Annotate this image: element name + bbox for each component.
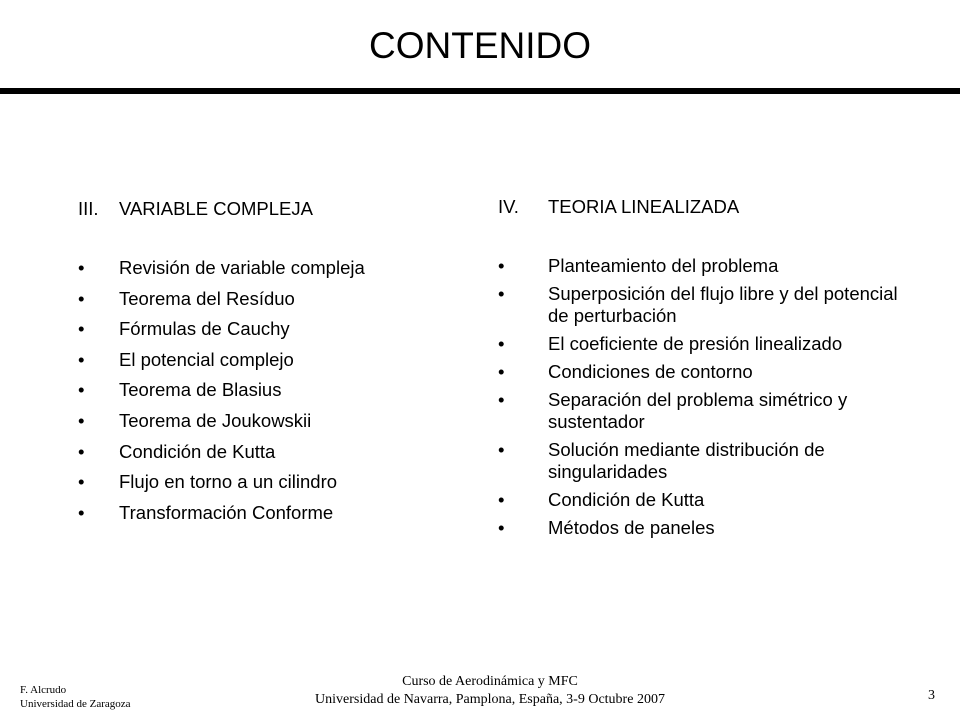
bullet-icon: • xyxy=(78,318,85,340)
list-item-text: Revisión de variable compleja xyxy=(119,257,365,278)
list-item-text: Teorema de Joukowskii xyxy=(119,409,312,431)
list-item-text: Condición de Kutta xyxy=(548,489,705,510)
bullet-icon: • xyxy=(78,379,85,401)
list-item xyxy=(498,389,918,433)
list-item-text: Planteamiento del problema xyxy=(548,255,779,276)
list-item-text: Superposición del flujo libre y del potencial de perturbación xyxy=(548,283,898,326)
bullet-icon: • xyxy=(498,283,505,304)
list-item xyxy=(498,517,918,539)
list-item-text: Métodos de paneles xyxy=(548,517,715,538)
bullet-icon: • xyxy=(498,389,505,410)
list-item xyxy=(498,439,918,483)
slide-title: CONTENIDO xyxy=(369,25,591,66)
list-item xyxy=(78,471,458,493)
page-number: 3 xyxy=(928,688,935,703)
list-item-text: El potencial complejo xyxy=(119,348,294,370)
bullet-icon: • xyxy=(498,439,505,460)
title-divider xyxy=(0,88,960,94)
list-item xyxy=(78,502,458,524)
list-item-text: Separación del problema simétrico y sustentador xyxy=(548,389,848,432)
list-item-text: Transformación Conforme xyxy=(119,501,334,523)
footer-author-block xyxy=(20,683,131,711)
list-item xyxy=(498,489,918,511)
list-item-text: Flujo en torno a un cilindro xyxy=(119,471,338,493)
bullet-icon: • xyxy=(498,517,505,538)
right-section-heading xyxy=(498,196,918,218)
right-column xyxy=(498,196,918,545)
footer-author: F. Alcrudo xyxy=(20,684,67,696)
list-item xyxy=(498,255,918,277)
left-section-heading xyxy=(78,198,458,220)
bullet-icon: • xyxy=(498,361,505,382)
list-item xyxy=(78,257,458,279)
list-item xyxy=(78,441,458,463)
list-item xyxy=(78,379,458,401)
footer-venue: Universidad de Navarra, Pamplona, España, 3-9 Octubre 2007 xyxy=(315,692,665,707)
list-item xyxy=(78,349,458,371)
list-item xyxy=(78,288,458,310)
right-bullet-list xyxy=(498,255,918,539)
bullet-icon: • xyxy=(498,489,505,510)
bullet-icon: • xyxy=(78,348,85,370)
right-section-number: IV. xyxy=(498,196,519,217)
list-item-text: Teorema del Resíduo xyxy=(119,287,295,309)
list-item-text: Teorema de Blasius xyxy=(119,379,282,401)
bullet-icon: • xyxy=(78,471,85,493)
footer-course: Curso de Aerodinámica y MFC xyxy=(402,674,578,689)
bullet-icon: • xyxy=(78,257,85,278)
bullet-icon: • xyxy=(78,409,85,431)
list-item xyxy=(78,318,458,340)
footer-affiliation: Universidad de Zaragoza xyxy=(20,698,131,710)
left-column xyxy=(78,198,458,532)
bullet-icon: • xyxy=(498,255,505,276)
list-item-text: El coeficiente de presión linealizado xyxy=(548,333,843,354)
list-item xyxy=(498,283,918,327)
left-section-title: VARIABLE COMPLEJA xyxy=(119,198,313,219)
list-item xyxy=(498,333,918,355)
right-section-title: TEORIA LINEALIZADA xyxy=(548,196,740,217)
bullet-icon: • xyxy=(78,501,85,523)
bullet-icon: • xyxy=(78,440,85,462)
list-item xyxy=(78,410,458,432)
list-item xyxy=(498,361,918,383)
list-item-text: Solución mediante distribución de singularidades xyxy=(548,439,825,482)
list-item-text: Fórmulas de Cauchy xyxy=(119,318,290,340)
list-item-text: Condición de Kutta xyxy=(119,440,276,462)
list-item-text: Condiciones de contorno xyxy=(548,361,753,382)
footer-course-block xyxy=(280,673,700,709)
left-section-number: III. xyxy=(78,198,99,219)
bullet-icon: • xyxy=(78,287,85,309)
bullet-icon: • xyxy=(498,333,505,354)
left-bullet-list xyxy=(78,257,458,524)
